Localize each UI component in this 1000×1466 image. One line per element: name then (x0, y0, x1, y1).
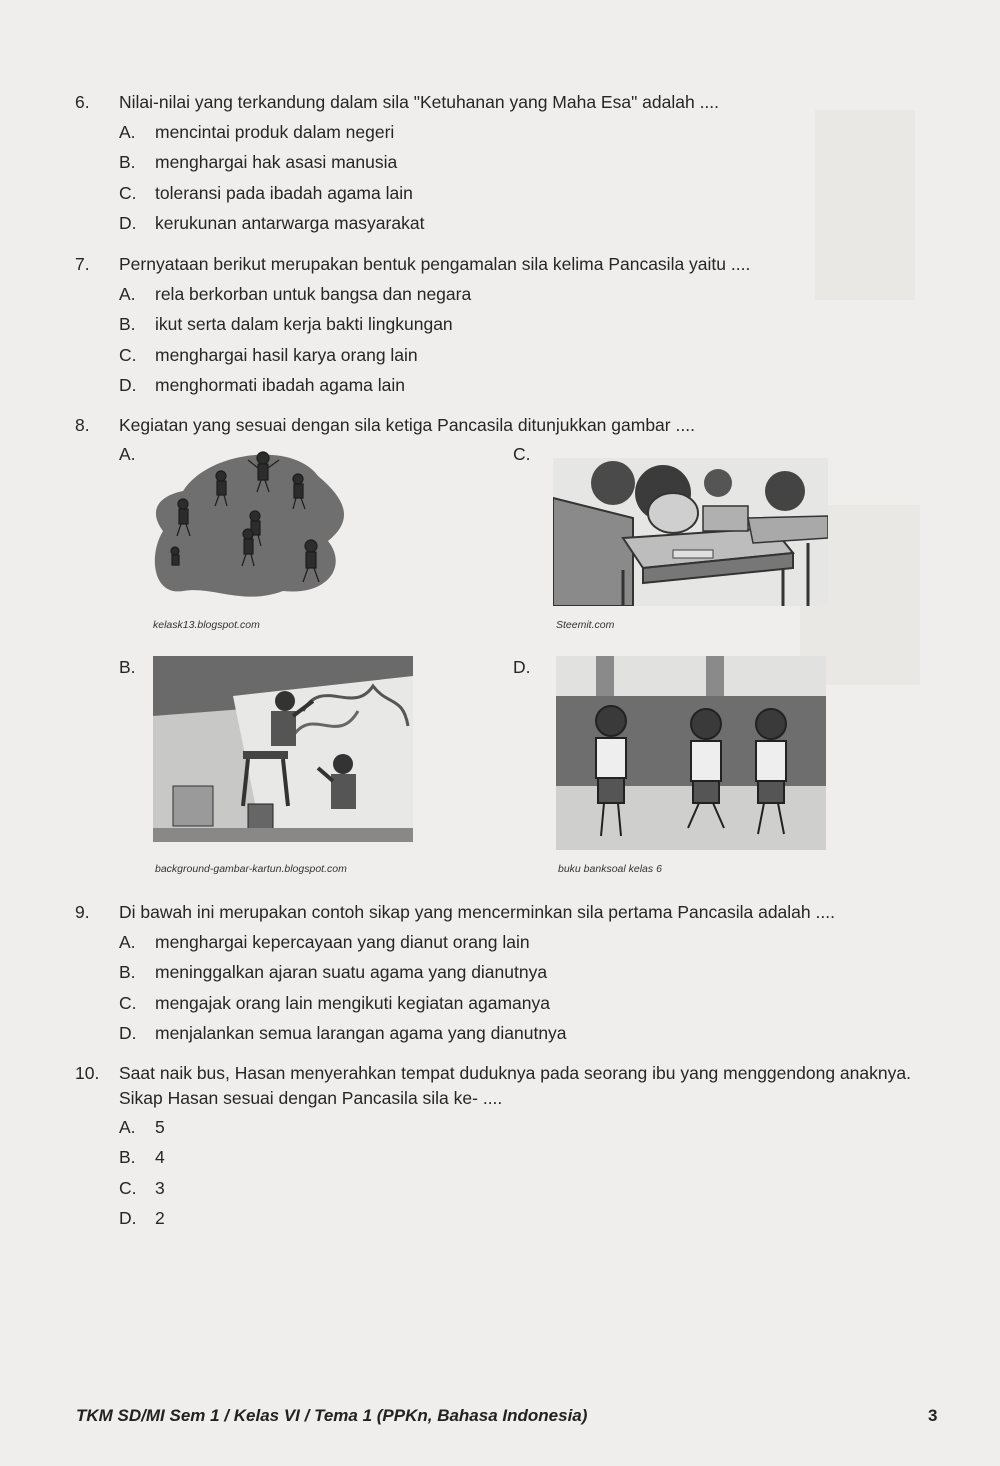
picture-d-letter: D. (513, 657, 531, 677)
picture-c-caption: Steemit.com (556, 619, 615, 631)
option-list (119, 120, 945, 241)
question-9 (75, 900, 945, 1051)
option-letter: C. (119, 992, 137, 1013)
question-number: 8. (75, 415, 90, 435)
option-text: kerukunan antarwarga masyarakat (155, 212, 425, 233)
option-a[interactable] (119, 120, 945, 150)
question-text: Di bawah ini merupakan contoh sikap yang mencerminkan sila pertama Pancasila adalah .... (119, 902, 835, 922)
option-text: menghargai kepercayaan yang dianut orang lain (155, 932, 530, 952)
option-letter: A. (119, 932, 136, 952)
option-c[interactable] (119, 343, 945, 373)
option-text: menjalankan semua larangan agama yang dianutnya (155, 1022, 567, 1043)
question-text: Kegiatan yang sesuai dengan sila ketiga Pancasila ditunjukkan gambar .... (119, 415, 695, 435)
option-c[interactable] (119, 991, 945, 1021)
question-8 (75, 413, 945, 437)
option-list (119, 930, 945, 1051)
option-letter: D. (119, 374, 137, 395)
question-number: 6. (75, 92, 90, 112)
picture-a-letter: A. (119, 444, 136, 464)
option-letter: B. (119, 1147, 136, 1168)
option-letter: C. (119, 1177, 137, 1198)
option-a[interactable] (119, 1115, 945, 1145)
picture-a-children-playing[interactable] (153, 446, 348, 606)
option-text: 5 (155, 1117, 165, 1137)
option-b[interactable] (119, 150, 945, 180)
picture-b-caption: background-gambar-kartun.blogspot.com (155, 863, 347, 875)
option-list (119, 282, 945, 403)
question-text: Pernyataan berikut merupakan bentuk pengamalan sila kelima Pancasila yaitu .... (119, 254, 751, 274)
option-letter: B. (119, 314, 136, 335)
option-text: menghargai hak asasi manusia (155, 152, 398, 173)
picture-b-letter: B. (119, 657, 136, 677)
option-d[interactable] (119, 1021, 945, 1051)
option-letter: D. (119, 212, 137, 233)
option-text: toleransi pada ibadah agama lain (155, 182, 413, 203)
option-c[interactable] (119, 181, 945, 211)
picture-d-students-walking[interactable] (556, 656, 826, 850)
option-text: rela berkorban untuk bangsa dan negara (155, 284, 472, 304)
option-b[interactable] (119, 960, 945, 990)
option-letter: C. (119, 182, 137, 203)
option-text: 4 (155, 1147, 165, 1168)
question-text: Nilai-nilai yang terkandung dalam sila "Ketuhanan yang Maha Esa" adalah .... (119, 92, 720, 112)
option-letter: B. (119, 152, 136, 173)
option-text: mengajak orang lain mengikuti kegiatan agamanya (155, 992, 550, 1013)
option-text: 2 (155, 1207, 165, 1228)
page-number: 3 (928, 1406, 938, 1425)
option-letter: A. (119, 1117, 136, 1137)
question-number: 7. (75, 254, 90, 274)
option-a[interactable] (119, 282, 945, 312)
picture-b-children-painting[interactable] (153, 656, 413, 842)
question-number: 10. (75, 1063, 100, 1083)
option-letter: C. (119, 344, 137, 365)
footer-title: TKM SD/MI Sem 1 / Kelas VI / Tema 1 (PPKn, Bahasa Indonesia) (76, 1406, 588, 1425)
option-letter: A. (119, 122, 136, 142)
option-d[interactable] (119, 1206, 945, 1236)
question-10 (75, 1061, 945, 1236)
option-d[interactable] (119, 373, 945, 403)
option-letter: A. (119, 284, 136, 304)
picture-c-classroom[interactable] (553, 458, 828, 606)
option-text: menghormati ibadah agama lain (155, 374, 406, 395)
option-c[interactable] (119, 1176, 945, 1206)
option-text: menghargai hasil karya orang lain (155, 344, 418, 365)
option-letter: D. (119, 1022, 137, 1043)
picture-c-letter: C. (513, 444, 531, 464)
option-text: mencintai produk dalam negeri (155, 122, 395, 142)
option-text: meninggalkan ajaran suatu agama yang dianutnya (155, 962, 548, 983)
option-letter: B. (119, 962, 136, 983)
question-text: Saat naik bus, Hasan menyerahkan tempat duduknya pada seorang ibu yang menggendong anaknya. Sikap Hasan sesuai dengan Pancasila sila ke- .... (119, 1063, 911, 1108)
option-d[interactable] (119, 211, 945, 241)
option-letter: D. (119, 1207, 137, 1228)
option-list (119, 1115, 945, 1236)
picture-a-caption: kelask13.blogspot.com (153, 619, 260, 631)
option-text: ikut serta dalam kerja bakti lingkungan (155, 314, 453, 335)
option-b[interactable] (119, 312, 945, 342)
option-b[interactable] (119, 1145, 945, 1175)
question-7 (75, 252, 945, 403)
option-text: 3 (155, 1177, 165, 1198)
option-a[interactable] (119, 930, 945, 960)
question-6 (75, 90, 945, 241)
picture-d-caption: buku banksoal kelas 6 (558, 863, 662, 875)
question-number: 9. (75, 902, 90, 922)
